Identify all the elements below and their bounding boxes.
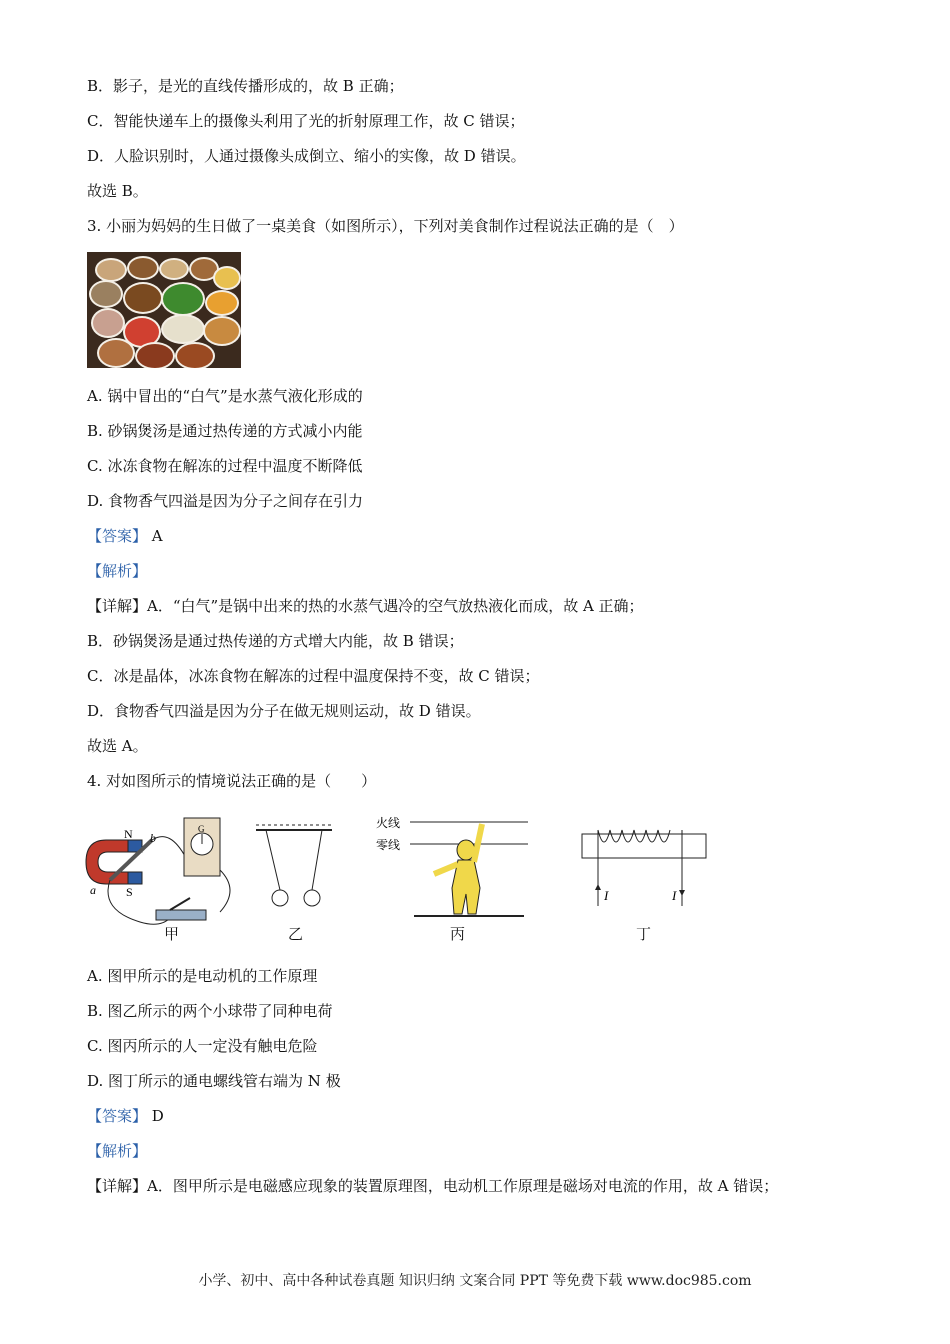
q3-conclusion: 故选 A。	[87, 737, 148, 755]
q4-stem: 4. 对如图所示的情境说法正确的是（ ）	[87, 772, 377, 790]
figure-jia-apparatus	[86, 818, 230, 924]
current-label-right: I	[672, 888, 677, 903]
q4-answer-value: D	[151, 1107, 164, 1125]
figure-label-bing: 丙	[450, 925, 466, 943]
q4-answer-tag: 【答案】	[87, 1107, 148, 1125]
figure-ding-solenoid	[582, 830, 706, 906]
q3-option-d: D. 食物香气四溢是因为分子之间存在引力	[87, 492, 364, 510]
q2-line-d: D．人脸识别时，人通过摄像头成倒立、缩小的实像，故 D 错误。	[87, 147, 526, 165]
q3-stem: 3. 小丽为妈妈的生日做了一桌美食（如图所示），下列对美食制作过程说法正确的是（ ）	[87, 217, 684, 235]
point-b-label: b	[150, 831, 156, 845]
page-footer: 小学、初中、高中各种试卷真题 知识归纳 文案合同 PPT 等免费下载 www.doc985.com	[198, 1273, 752, 1289]
q3-answer	[87, 526, 163, 546]
q3-detail-c: C．冰是晶体，冰冻食物在解冻的过程中温度保持不变，故 C 错误；	[87, 667, 540, 685]
q3-analysis-tag	[87, 561, 147, 581]
q3-detail-d: D．食物香气四溢是因为分子在做无规则运动，故 D 错误。	[87, 702, 481, 720]
magnet-n-label: N	[124, 827, 133, 841]
figure-yi-balls	[256, 825, 332, 906]
magnet-s-label: S	[126, 885, 133, 899]
q3-detail-a	[87, 596, 644, 616]
q3-option-a: A. 锅中冒出的“白气”是水蒸气液化形成的	[87, 387, 363, 405]
figure-label-yi: 乙	[288, 925, 304, 943]
current-label-left: I	[604, 888, 609, 903]
q4-option-b: B. 图乙所示的两个小球带了同种电荷	[87, 1002, 333, 1020]
q2-conclusion: 故选 B。	[87, 182, 148, 200]
q3-answer-value: A	[151, 527, 163, 545]
q3-option-b: B. 砂锅煲汤是通过热传递的方式减小内能	[87, 422, 363, 440]
q4-detail-tag: 【详解】	[87, 1177, 148, 1195]
q4-analysis-tag	[87, 1141, 147, 1161]
q3-detail-a-text: A．“白气”是锅中出来的热的水蒸气遇冷的空气放热液化而成，故 A 正确；	[147, 597, 644, 615]
live-wire-label: 火线	[376, 816, 401, 830]
figure-label-jia: 甲	[164, 925, 180, 943]
q4-detail-a-text: A．图甲所示是电磁感应现象的装置原理图，电动机工作原理是磁场对电流的作用，故 A 错误；	[147, 1177, 779, 1195]
q4-analysis-label: 【解析】	[87, 1142, 148, 1160]
q4-detail-a	[87, 1176, 778, 1196]
q3-option-c: C. 冰冻食物在解冻的过程中温度不断降低	[87, 457, 363, 475]
q4-option-d: D. 图丁所示的通电螺线管右端为 N 极	[87, 1072, 341, 1090]
point-a-label: a	[90, 883, 96, 897]
q4-answer	[87, 1106, 164, 1126]
figure-bing-person	[410, 822, 528, 916]
neutral-wire-label: 零线	[376, 838, 401, 852]
q4-option-c: C. 图丙所示的人一定没有触电危险	[87, 1037, 318, 1055]
food-photo	[87, 252, 241, 368]
q3-analysis-label: 【解析】	[87, 562, 148, 580]
figure-label-ding: 丁	[636, 925, 652, 943]
q4-option-a: A. 图甲所示的是电动机的工作原理	[87, 967, 318, 985]
q3-detail-tag: 【详解】	[87, 597, 148, 615]
q3-detail-b: B．砂锅煲汤是通过热传递的方式增大内能，故 B 错误；	[87, 632, 464, 650]
galvanometer-label: G	[198, 824, 205, 834]
q2-line-c: C．智能快递车上的摄像头利用了光的折射原理工作，故 C 错误；	[87, 112, 525, 130]
q2-line-b: B．影子，是光的直线传播形成的，故 B 正确；	[87, 77, 404, 95]
q3-answer-tag: 【答案】	[87, 527, 148, 545]
